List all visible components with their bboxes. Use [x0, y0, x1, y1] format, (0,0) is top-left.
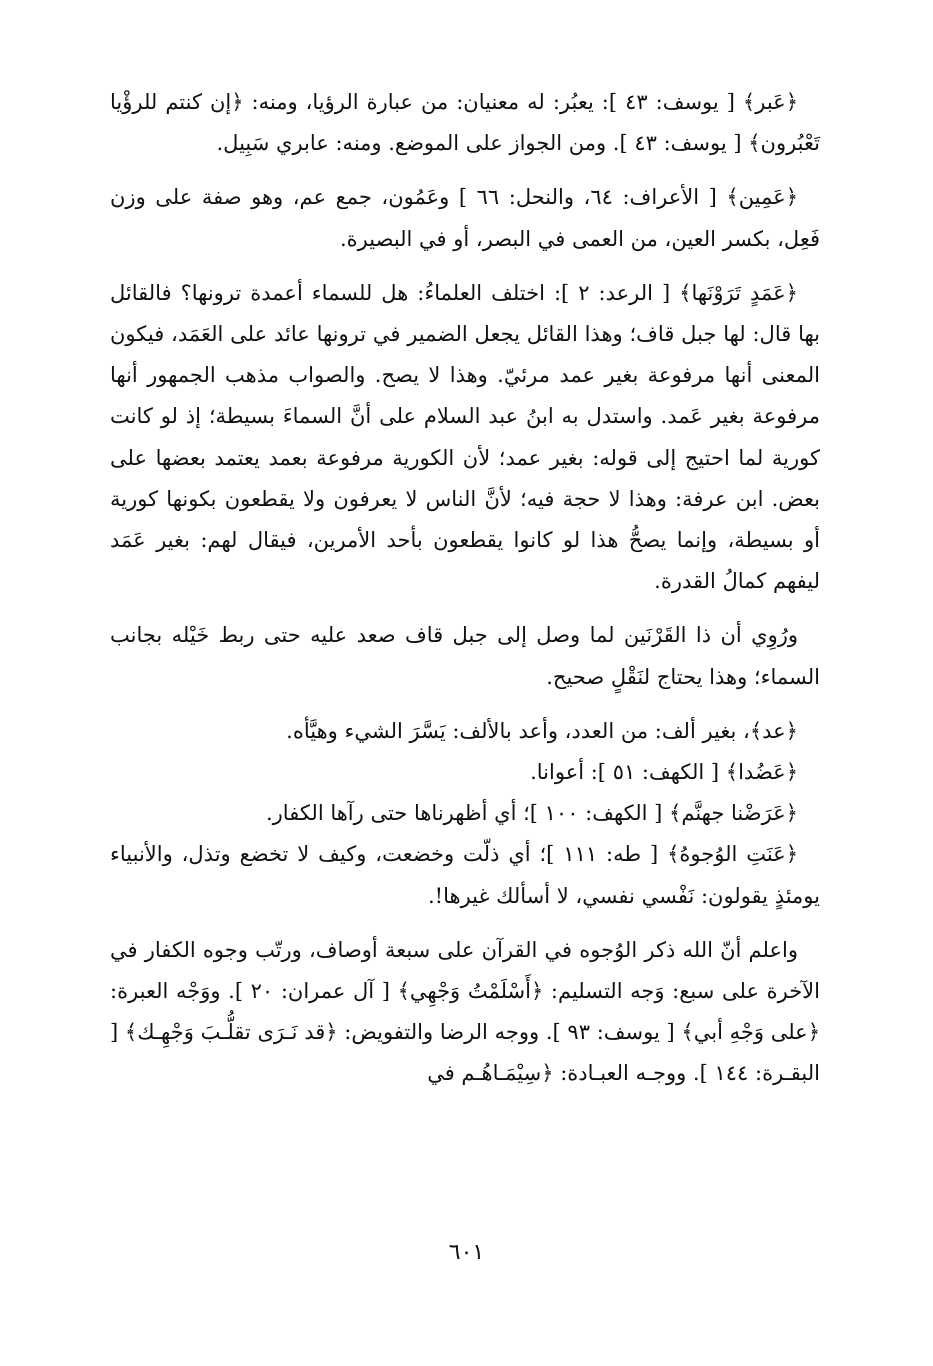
entry-add: ﴿عد﴾، بغير ألف: من العدد، وأعد بالألف: يَسَّرَ الشيء وهيَّأه.	[286, 718, 798, 743]
entry-aradna: ﴿عَرَضْنا جهنَّم﴾ [ الكهف: ١٠٠ ]؛ أي أظهرناها حتى رآها الكفار.	[265, 801, 798, 826]
paragraph-wujuh: واعلم أنّ الله ذكر الوُجوه في القرآن على سبعة أوصاف، ورتّب وجوه الكفار في الآخرة على سبع: وَجه التسليم: ﴿أَسْلَمْتُ وَجْهِي﴾ [ آل عمران: ٢٠ ]. ووَجْه العبرة: ﴿على وَجْهِ أبي﴾ [ يوسف: ٩٣ ]. ووجه الرضا والتفويض: ﴿قد نَـرَى تقلُّـبَ وَجْهِـك﴾ [ البقـرة: ١٤٤ ]. ووجـه العبـادة: ﴿سِيْمَـاهُـم في	[110, 937, 820, 1086]
page-body	[110, 82, 820, 1095]
entry-anat: ﴿عَنَتِ الوُجوهُ﴾ [ طه: ١١١ ]؛ أي ذلّت وخضعت، وكيف لا تخضع وتذل، والأنبياء يومئذٍ يقولون: نَفْسي نفسي، لا أسألك غيرها!.	[110, 842, 820, 908]
page-number: ٦٠١	[448, 1240, 485, 1265]
entry-adud: ﴿عَضُدا﴾ [ الكهف: ٥١ ]: أعوانا.	[530, 760, 798, 785]
entry-list	[110, 711, 820, 917]
paragraph-dhul-qarnayn: ورُوِي أن ذا القَرْنَين لما وصل إلى جبل قاف صعد عليه حتى ربط خَيْله بجانب السماء؛ وهذا يحتاج لنَقْلٍ صحيح.	[110, 623, 820, 689]
paragraph-amad: ﴿عَمَدٍ تَرَوْنَها﴾ [ الرعد: ٢ ]: اختلف العلماءُ: هل للسماء أعمدة ترونها؟ فالقائل بها قال: لها جبل قاف؛ وهذا القائل يجعل الضمير في ترونها عائد على العَمَد، فيكون المعنى أنها مرفوعة بغير عمد مرئيّ. وهذا لا يصح. والصواب مذهب الجمهور أنها مرفوعة بغير عَمد. واستدل به ابنُ عبد السلام على أنَّ السماءَ بسيطة؛ إذ لو كانت كورية لما احتيج إلى قوله: بغير عمد؛ لأن الكورية مرفوعة بعمد يعتمد بعضها على بعض. ابن عرفة: وهذا لا حجة فيه؛ لأنَّ الناس لا يعرفون ولا يقطعون بكونها كورية أو بسيطة، وإنما يصحُّ هذا لو كانوا يقطعون بأحد الأمرين، فيقال لهم: بغير عَمَد ليفهم كمالُ القدرة.	[110, 280, 820, 594]
paragraph-abar: ﴿عَبر﴾ [ يوسف: ٤٣ ]: يعبُر: له معنيان: من عبارة الرؤيا، ومنه: ﴿إن كنتم للرؤْيا تَعْبُرون﴾ [ يوسف: ٤٣ ]. ومن الجواز على الموضع. ومنه: عابري سَبِيل.	[110, 90, 820, 156]
paragraph-amin: ﴿عَمِين﴾ [ الأعراف: ٦٤، والنحل: ٦٦ ] وعَمُون، جمع عم، وهو صفة على وزن فَعِل، بكسر العين، من العمى في البصر، أو في البصيرة.	[110, 185, 820, 251]
